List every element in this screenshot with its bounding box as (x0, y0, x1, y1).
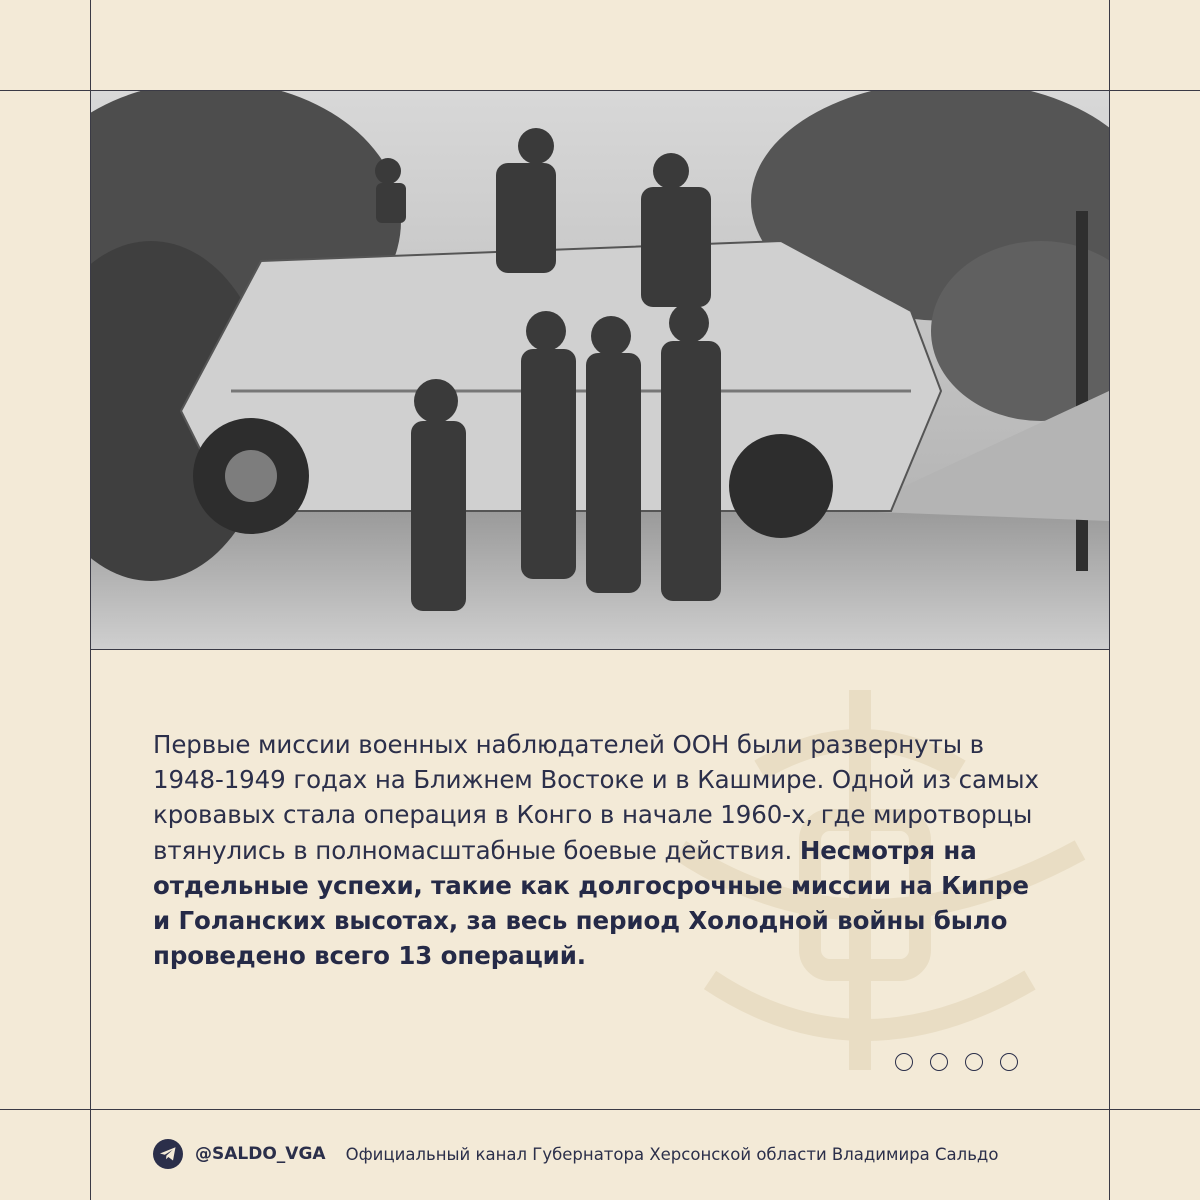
historical-photo (91, 91, 1109, 650)
pager-dot[interactable] (895, 1053, 913, 1071)
pager-dot[interactable] (965, 1053, 983, 1071)
pager-dot[interactable] (930, 1053, 948, 1071)
slide-pager (895, 1053, 1018, 1071)
frame-line-bottom (0, 1109, 1200, 1110)
pager-dot[interactable] (1000, 1053, 1018, 1071)
article-text-bold: Несмотря на отдельные успехи, такие как долгосрочные миссии на Кипре и Голанских высотах, за весь период Холодной войны было проведено всего 13 операций. (153, 835, 1029, 971)
article-text-regular: Первые миссии военных наблюдателей ООН были развернуты в 1948-1949 годах на Ближнем Востоке и в Кашмире. Одной из самых кровавых стала операция в Конго в начале 1960-х, где миротворцы втянулись в полномасштабные боевые действия. (153, 730, 1039, 865)
article-body (153, 727, 1053, 973)
channel-handle[interactable]: @SALDO_VGA (195, 1144, 326, 1164)
frame-line-right (1109, 0, 1110, 1200)
channel-description: Официальный канал Губернатора Херсонской области Владимира Сальдо (345, 1144, 999, 1164)
telegram-icon[interactable] (153, 1139, 183, 1169)
footer (153, 1138, 998, 1170)
